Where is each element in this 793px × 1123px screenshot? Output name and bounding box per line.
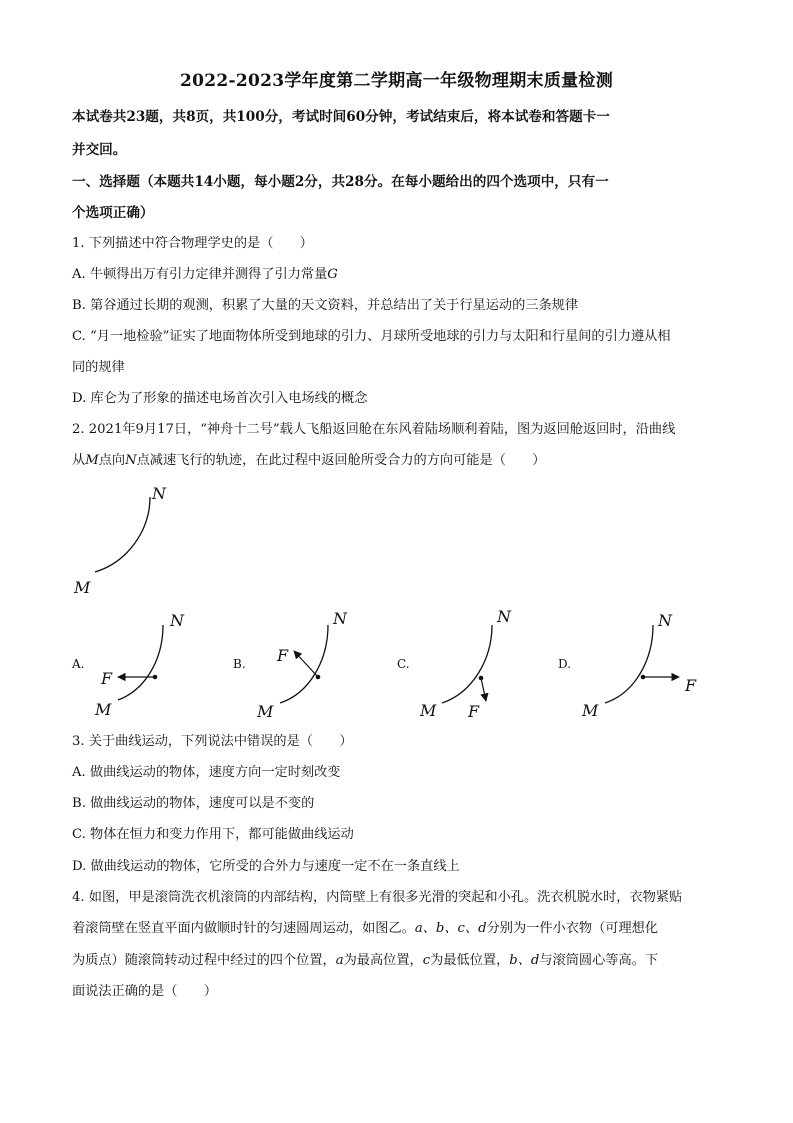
- option-b-n: N: [333, 609, 347, 628]
- q1-stem: 1. 下列描述中符合物理学史的是（ ）: [72, 236, 313, 251]
- option-c-f: F: [468, 702, 480, 721]
- option-a-n: N: [170, 611, 184, 630]
- option-a-figure: [71, 611, 185, 719]
- q4-line-2: [72, 920, 732, 938]
- q1-option-d: D. 库仑为了形象的描述电场首次引入电场线的概念: [72, 391, 368, 406]
- q3-stem: 3. 关于曲线运动，下列说法中错误的是（ ）: [72, 734, 353, 749]
- q4-line-3: [72, 952, 732, 970]
- q4-line-4: 面说法正确的是（ ）: [72, 984, 218, 999]
- q1-option-c-line-2: 同的规律: [72, 360, 125, 375]
- option-d-figure: [558, 611, 697, 720]
- option-b-f: F: [277, 646, 289, 665]
- option-b-label: B.: [233, 657, 246, 671]
- q1-option-a-text: A. 牛顿得出万有引力定律并测得了引力常量: [72, 267, 328, 282]
- q1-option-a-symbol: G: [327, 267, 338, 282]
- option-c-figure: [397, 607, 512, 721]
- q1-option-c-line-1: C. “月一地检验”证实了地面物体所受到地球的引力、月球所受地球的引力与太阳和行星间的引力遵从相: [72, 329, 671, 344]
- q4-line-3-post: 与滚筒圆心等高。下: [539, 953, 659, 968]
- intro-line-1: 本试卷共23题，共8页，共100分，考试时间60分钟，考试结束后，将本试卷和答题卡一: [72, 109, 610, 125]
- option-b-force-arrow: [294, 651, 318, 677]
- option-d-n: N: [658, 611, 672, 630]
- q4-line-3-mid1: 为最高位置，: [343, 953, 423, 968]
- q2-line-2-mid: 点向: [98, 453, 126, 468]
- main-trajectory-figure: [73, 484, 167, 597]
- option-a-curve: [118, 625, 163, 700]
- q2-line-2-pre: 从: [72, 453, 86, 468]
- option-c-label: C.: [397, 657, 410, 671]
- option-a-m: M: [95, 700, 112, 719]
- option-d-f: F: [685, 676, 697, 695]
- section-heading-line-2: 个选项正确）: [72, 205, 154, 221]
- q3-option-a: A. 做曲线运动的物体，速度方向一定时刻改变: [72, 765, 341, 780]
- option-d-m: M: [582, 701, 599, 720]
- q4-line-3-pre: 为质点）随滚筒转动过程中经过的四个位置，: [72, 953, 336, 968]
- q4-symbol-a: a: [335, 953, 344, 968]
- q1-option-b: B. 第谷通过长期的观测，积累了大量的天文资料，并总结出了关于行星运动的三条规律: [72, 298, 579, 313]
- q4-symbol-c: c: [422, 953, 431, 968]
- q4-line-2-symbols: a、b、c、d: [414, 921, 487, 936]
- option-b-m: M: [257, 702, 274, 721]
- q4-line-2-text: 着滚筒壁在竖直平面内做顺时针的匀速圆周运动，如图乙。: [72, 921, 415, 936]
- q4-line-1: 4. 如图，甲是滚筒洗衣机滚筒的内部结构，内筒壁上有很多光滑的突起和小孔。洗衣机脱水时，衣物紧贴: [72, 890, 683, 905]
- q2-symbol-n: N: [125, 453, 137, 468]
- label-m: M: [74, 578, 91, 597]
- option-d-curve: [605, 625, 653, 703]
- q4-line-2-post: 分别为一件小衣物（可理想化: [486, 921, 659, 936]
- q2-line-1: 2. 2021年9月17日，“神舟十二号”载人飞船返回舱在东风着陆场顺利着陆，图为返回舱返回时，沿曲线: [72, 422, 676, 437]
- q4-symbol-bd: b、d: [509, 953, 540, 968]
- option-c-force-arrow: [481, 678, 486, 701]
- q4-line-3-mid2: 为最低位置，: [430, 953, 510, 968]
- option-c-m: M: [420, 701, 437, 720]
- q3-option-b: B. 做曲线运动的物体，速度可以是不变的: [72, 796, 315, 811]
- q3-option-d: D. 做曲线运动的物体，它所受的合外力与速度一定不在一条直线上: [72, 859, 460, 874]
- q2-symbol-m: M: [85, 453, 99, 468]
- q2-line-2-post: 点减速飞行的轨迹，在此过程中返回舱所受合力的方向可能是（ ）: [136, 453, 546, 468]
- option-c-n: N: [497, 607, 511, 626]
- option-d-label: D.: [558, 657, 572, 671]
- section-heading-line-1: 一、选择题（本题共14小题，每小题2分，共28分。在每小题给出的四个选项中，只有一: [72, 174, 609, 190]
- q3-option-c: C. 物体在恒力和变力作用下，都可能做曲线运动: [72, 827, 354, 842]
- intro-line-2: 并交回。: [72, 142, 127, 158]
- option-a-label: A.: [72, 657, 85, 671]
- page-title: 2022-2023学年度第二学期高一年级物理期末质量检测: [179, 71, 614, 91]
- main-trajectory-curve: [95, 497, 150, 572]
- option-a-f: F: [101, 669, 113, 688]
- label-n: N: [152, 484, 166, 503]
- option-b-figure: [233, 609, 348, 721]
